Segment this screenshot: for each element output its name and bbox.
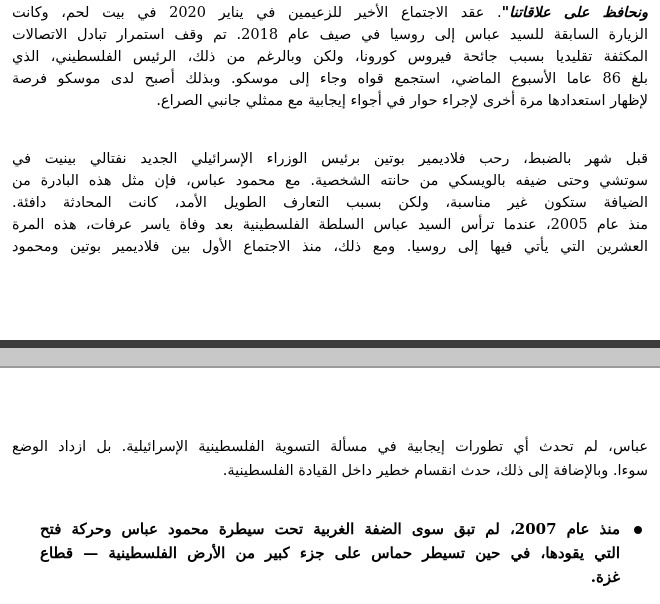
paragraph-2-line-1: قبل شهر بالضبط، رحب فلاديمير بوتين برئيس الوزراء الإسرائيلي الجديد نفتالي بينيت في <box>12 151 648 167</box>
bullet-line-3: غزة. <box>590 568 620 586</box>
paragraph-1-line-2: الزيارة السابقة للسيد عباس إلى روسيا في صيف عام 2018. تم وقف استمرار تبادل الاتصالات <box>12 27 648 43</box>
quote-fragment: ونحافظ على علاقاتنا" <box>501 4 649 21</box>
bullet-line-2: التي يقودها، في حين تسيطر حماس على جزء كبير من الأرض الفلسطينية — قطاع <box>40 544 620 562</box>
paragraph-3-line-2: سوءا. وبالإضافة إلى ذلك، حدث انقسام خطير داخل القيادة الفلسطينية. <box>222 463 648 479</box>
bullet-icon <box>634 526 642 534</box>
paragraph-1-line-4: بلغ 86 عاما الأسبوع الماضي، استجمع قواه وجاء إلى موسكو. وبذلك أصبح لدى موسكو فرصة <box>12 71 648 87</box>
paragraph-1-line-1-rest: . عقد الاجتماع الأخير للزعيمين في يناير 2020 في بيت لحم، وكانت <box>12 5 502 21</box>
paragraph-1-line-5: لإظهار استعدادها مرة أخرى لإجراء حوار في أجواء إيجابية مع ممثلي جانبي الصراع. <box>156 93 648 109</box>
page-break <box>0 340 660 368</box>
paragraph-2-line-2: سوتشي وحتى ضيفه بالويسكي من حانته الشخصية. مع محمود عباس، فإن مثل هذه البادرة من <box>12 173 648 189</box>
paragraph-1-line-1 <box>12 2 648 24</box>
paragraph-1-line-3: المكثفة تقليديا بسبب جائحة فيروس كورونا، ولكن وبالرغم من ذلك، الرئيس الفلسطيني، الذي <box>12 49 648 65</box>
paragraph-2-line-3: الضيافة ستكون غير مناسبة، ولكن بسبب التعارف الطويل الأمد، كانت المحادثة دافئة. <box>12 195 648 211</box>
paragraph-2-line-4: منذ عام 2005، عندما ترأس السيد عباس السلطة الفلسطينية بعد وفاة ياسر عرفات، هذه المرة <box>12 217 648 233</box>
paragraph-2-line-5: العشرين التي يأتي فيها إلى روسيا. ومع ذلك، منذ الاجتماع الأول بين فلاديمير بوتين ومحمود <box>12 239 648 255</box>
page-break-shadow <box>0 340 660 348</box>
bullet-line-1: منذ عام 2007، لم تبق سوى الضفة الغربية تحت سيطرة محمود عباس وحركة فتح <box>40 520 620 538</box>
paragraph-3-line-1: عباس، لم تحدث أي تطورات إيجابية في مسألة التسوية الفلسطينية الإسرائيلية. بل ازداد الوضع <box>12 439 648 455</box>
document-page-bottom <box>0 368 660 604</box>
